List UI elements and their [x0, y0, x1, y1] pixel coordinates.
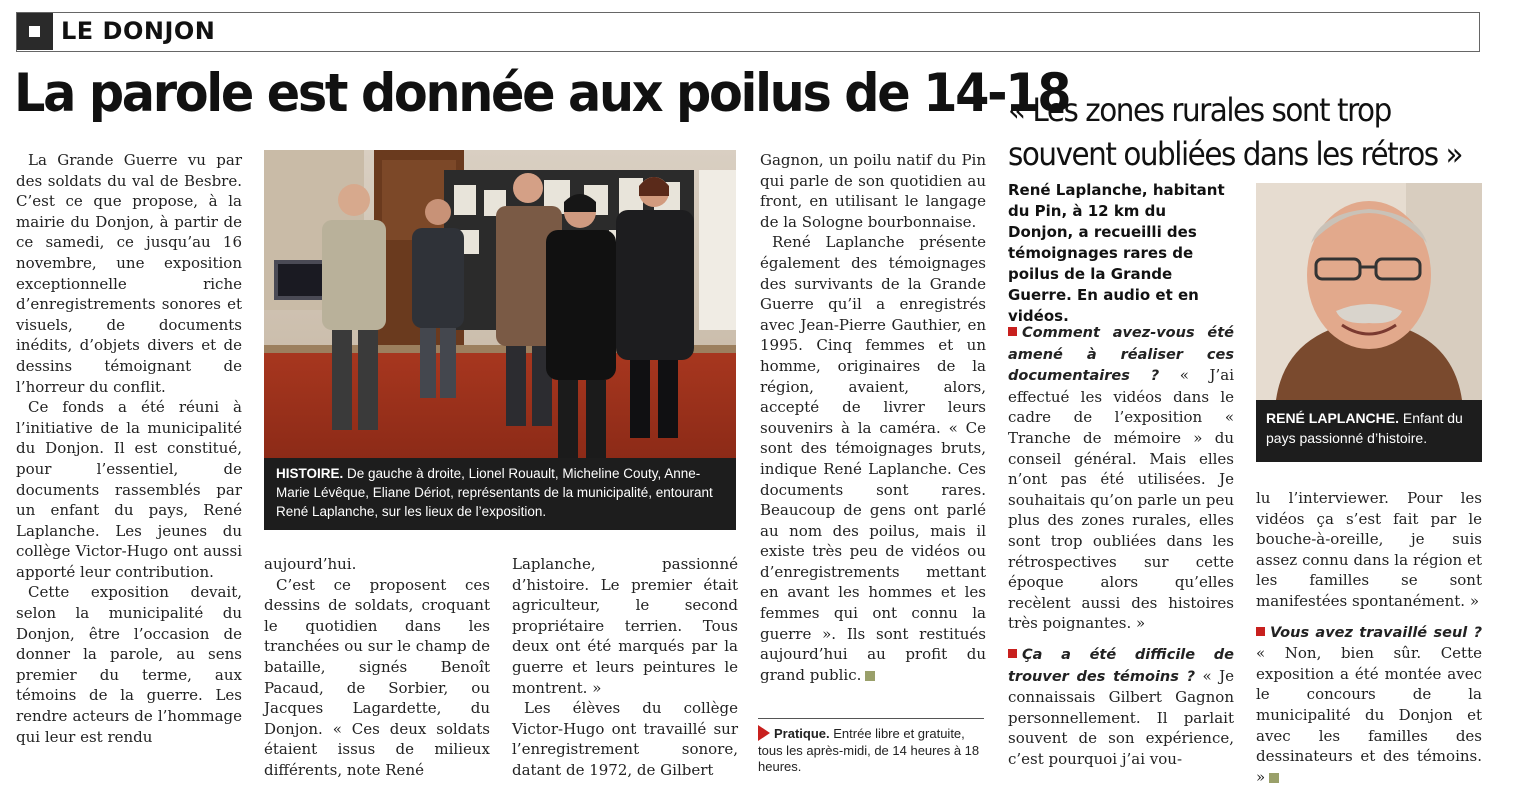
article-column-2 [264, 554, 490, 781]
question-marker-icon [1008, 649, 1017, 658]
question-answer [1256, 622, 1482, 788]
practical-info [758, 718, 984, 776]
question: Vous avez travaillé seul ? [1270, 624, 1482, 641]
interview-headline-line: « Les zones rurales sont trop [1008, 91, 1391, 129]
end-mark-icon [865, 671, 875, 681]
answer-continued: lu l’interviewer. Pour les vidéos ça s’est fait par le bouche-à-oreille, je suis assez connu dans la région et les familles se sont manifestées spontanément. » [1256, 489, 1482, 610]
question-marker-icon [1008, 327, 1017, 336]
interview-headline-line: souvent oubliées dans les rétros » [1008, 135, 1463, 173]
answer: « Je connaissais Gilbert Gagnon personnellement. Il parlait souvent de son expérience, c’est pourquoi j’ai vou- [1008, 666, 1234, 768]
interview-headline [1008, 88, 1463, 176]
section-rubric [16, 12, 1480, 52]
caption-text: De gauche à droite, Lionel Rouault, Micheline Couty, Anne-Marie Lévêque, Eliane Dériot, représentants de la municipalité, entourant René Laplanche, sur les lieux de l’exposition. [276, 466, 713, 519]
portrait-caption-label: RENÉ LAPLANCHE. [1266, 410, 1400, 426]
main-headline: La parole est donnée aux poilus de 14-18 [14, 63, 1070, 124]
rubric-square-icon [17, 13, 53, 50]
paragraph: Gagnon, un poilu natif du Pin qui parle de son quotidien au front, en utilisant le langage de la Sologne bourbonnaise. [760, 151, 986, 231]
answer: « J’ai effectué les vidéos dans le cadre de l’exposition « Tranche de mémoire » du conseil général. Mais elles n’ont pas été utilisées. Je souhaitais qu’on parle un peu plus des zones rurales, elles sont trop oubliées dans les rétrospectives sur cette époque alors qu’elles recèlent aussi des histoires très poignantes. » [1008, 366, 1234, 633]
question: Comment avez-vous été amené à réaliser ces documentaires ? [1008, 325, 1234, 385]
practical-label: Pratique. [774, 726, 830, 741]
paragraph: La Grande Guerre vu par des soldats du val de Besbre. C’est ce que propose, à la mairie du Donjon, à partir de ce samedi, ce jusqu’au 16 novembre, une exposition exceptionnelle riche d’enregistrements sonores et visuels, de documents inédits, d’objets divers et de dessins témoignant de l’horreur du conflit. [16, 151, 242, 396]
caption-label: HISTOIRE. [276, 466, 344, 481]
paragraph-text: René Laplanche présente également des témoignages des survivants de la Grande Guerre qu’il a enregistrés avec Jean-Pierre Gauthier, en 1995. Cinq femmes et un homme, originaires de la région, avaient, alors, accepté de livrer leurs souvenirs à la caméra. « Ce sont des témoignages bruts, indique René Laplanche. Ces documents sont rares. Beaucoup de gens ont parlé au nom des poilus, mais il existe très peu de vidéos ou d’enregistrements mettant en avant les hommes et les femmes qui ont connu la guerre ». Ils sont restitués aujourd’hui au profit du grand public. [760, 233, 986, 684]
end-mark-icon [1269, 773, 1279, 783]
section-title: LE DONJON [61, 17, 216, 45]
practical-text: Entrée libre et gratuite, tous les après-midi, de 14 heures à 18 heures. [758, 726, 980, 774]
portrait-caption [1256, 400, 1482, 462]
interview-column-2 [1256, 488, 1482, 787]
paragraph: Les élèves du collège Victor-Hugo ont travaillé sur l’enregistrement sonore, datant de 1972, de Gilbert [512, 699, 738, 779]
paragraph: C’est ce proposent ces dessins de soldats, croquant le quotidien dans les tranchées ou sur le champ de bataille, signés Benoît Pacaud, de Sorbier, ou Jacques Lagardette, du Donjon. « Ces deux soldats étaient issus de milieux différents, note René [264, 575, 490, 779]
photo-caption [264, 458, 736, 530]
article-column-1 [16, 150, 242, 747]
portrait-caption-text: Enfant du pays passionné d’histoire. [1266, 410, 1463, 446]
paragraph: aujourd’hui. [264, 555, 357, 573]
paragraph: Ce fonds a été réuni à l’initiative de la municipalité du Donjon. Il est constitué, pour l’essentiel, de documents rassemblés par un enfant du pays, René Laplanche. Les jeunes du collège Victor-Hugo ont aussi apporté leur contribution. [16, 398, 242, 581]
question-answer [1008, 644, 1234, 770]
article-column-3 [512, 554, 738, 781]
answer: « Non, bien sûr. Cette exposition a été montée avec le concours de la municipalité du Donjon et avec les familles des dessinateurs et des témoins. » [1256, 644, 1482, 786]
question: Ça a été difficile de trouver des témoins ? [1008, 646, 1234, 685]
paragraph [760, 232, 986, 685]
question-answer [1008, 322, 1234, 634]
paragraph: Cette exposition devait, selon la municipalité du Donjon, être l’occasion de donner la parole, au sens premier du terme, aux témoins de la guerre. Les rendre acteurs de l’hommage qui leur est rendu [16, 583, 242, 746]
article-column-4 [760, 150, 986, 685]
paragraph: Laplanche, passionné d’histoire. Le premier était agriculteur, le second propriétaire terrien. Tous deux ont été marqués par la guerre et leurs peintures le montrent. » [512, 555, 738, 697]
interview-column-1 [1008, 322, 1234, 769]
interview-lede: René Laplanche, habitant du Pin, à 12 km du Donjon, a recueilli des témoignages rares de poilus de la Grande Guerre. En audio et en vidéos. [1008, 181, 1225, 325]
portrait-photo [1256, 183, 1482, 400]
arrow-icon [758, 725, 770, 741]
question-marker-icon [1256, 627, 1265, 636]
